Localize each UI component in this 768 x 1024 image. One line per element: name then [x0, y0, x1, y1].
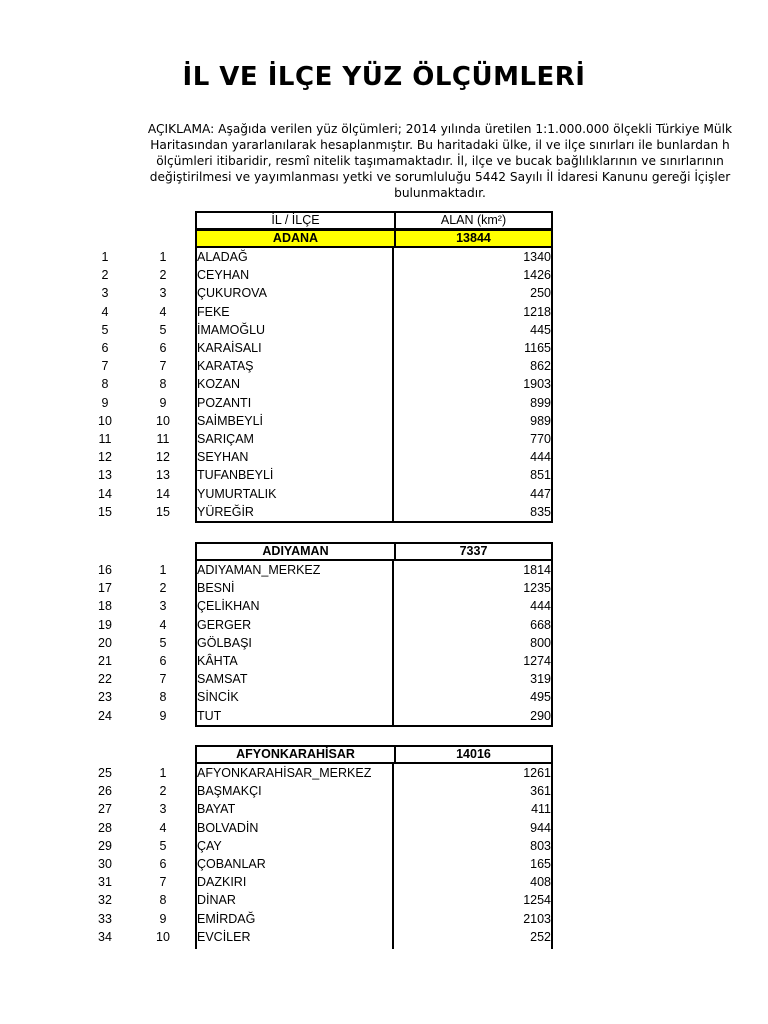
table-row	[0, 248, 768, 266]
row-sub-index: 10	[156, 929, 170, 944]
row-sub-index: 8	[159, 377, 167, 392]
row-sub-index: 3	[159, 802, 167, 817]
district-area: 252	[530, 929, 551, 944]
row-index: 10	[98, 413, 112, 428]
row-sub-index: 1	[159, 766, 167, 780]
row-sub-index: 1	[159, 563, 167, 577]
table-row	[0, 375, 768, 393]
row-index: 16	[98, 563, 112, 577]
district-area: 800	[530, 635, 551, 650]
row-index: 23	[98, 690, 112, 705]
row-index: 3	[101, 286, 109, 301]
table-row	[0, 819, 768, 837]
table-row	[0, 837, 768, 855]
row-index: 27	[98, 802, 112, 817]
table-row	[0, 430, 768, 448]
district-area: 851	[530, 468, 551, 483]
row-sub-index: 2	[159, 268, 167, 283]
district-area: 1426	[523, 268, 551, 283]
district-area: 989	[530, 413, 551, 428]
district-area: 2103	[523, 911, 551, 926]
province-area: 13844	[456, 231, 491, 245]
district-name: KARATAŞ	[197, 359, 254, 374]
row-sub-index: 6	[159, 857, 167, 871]
district-name: KARAİSALI	[197, 341, 262, 355]
district-name: KOZAN	[197, 377, 241, 392]
district-name: GÖLBAŞI	[197, 635, 252, 650]
district-name: BESNİ	[197, 581, 235, 596]
table-row	[0, 910, 768, 928]
row-sub-index: 9	[159, 911, 167, 926]
row-sub-index: 12	[156, 450, 170, 465]
district-area: 1903	[523, 377, 551, 392]
table-row	[0, 485, 768, 503]
district-area: 899	[530, 395, 551, 410]
district-area: 835	[530, 504, 551, 519]
district-name: TUT	[197, 708, 222, 723]
district-name: ÇUKUROVA	[197, 286, 267, 301]
district-area: 444	[530, 450, 551, 465]
district-name: TUFANBEYLİ	[197, 468, 274, 483]
district-area: 1235	[523, 581, 551, 596]
province-name: ADIYAMAN	[197, 544, 396, 559]
table-row	[0, 303, 768, 321]
district-area: 1218	[523, 304, 551, 319]
row-index: 15	[98, 504, 112, 519]
header-area: ALAN (km²)	[440, 213, 507, 227]
row-sub-index: 15	[156, 504, 170, 519]
district-area: 1274	[523, 654, 551, 668]
district-name: EMİRDAĞ	[197, 911, 256, 926]
district-area: 445	[530, 322, 551, 337]
description-line: değiştirilmesi ve yayımlanması yetki ve sorumluluğu 5442 Sayılı İl İdaresi Kanunu gereği İçişler	[149, 170, 731, 184]
province-area: 7337	[459, 544, 488, 558]
table-row	[0, 616, 768, 634]
row-index: 34	[98, 929, 112, 944]
description-line: bulunmaktadır.	[394, 186, 486, 200]
row-sub-index: 5	[159, 322, 167, 337]
district-area: 447	[530, 486, 551, 501]
row-index: 13	[98, 468, 112, 483]
district-area: 862	[530, 359, 551, 374]
district-area: 408	[530, 875, 551, 890]
district-area: 444	[530, 599, 551, 614]
row-sub-index: 4	[159, 820, 167, 835]
row-index: 30	[98, 857, 112, 871]
row-sub-index: 2	[159, 784, 167, 799]
row-sub-index: 7	[159, 359, 167, 374]
district-area: 361	[530, 784, 551, 799]
district-area: 495	[530, 690, 551, 705]
province-name: ADANA	[197, 231, 396, 246]
row-index: 26	[98, 784, 112, 799]
row-sub-index: 8	[159, 893, 167, 908]
table-row	[0, 394, 768, 412]
row-index: 31	[98, 875, 112, 890]
row-index: 6	[101, 341, 109, 355]
district-name: İMAMOĞLU	[197, 322, 266, 337]
table-row	[0, 800, 768, 818]
table-row	[0, 891, 768, 909]
district-name: SAİMBEYLİ	[197, 413, 263, 428]
table-row	[0, 579, 768, 597]
row-index: 33	[98, 911, 112, 926]
table-row	[0, 339, 768, 357]
district-name: SARIÇAM	[197, 432, 254, 446]
row-index: 29	[98, 838, 112, 853]
row-index: 1	[101, 250, 109, 264]
district-name: ÇELİKHAN	[197, 599, 260, 614]
row-index: 25	[98, 766, 112, 780]
district-area: 1261	[523, 766, 551, 780]
table-row	[0, 321, 768, 339]
table-row	[0, 652, 768, 670]
row-index: 7	[101, 359, 109, 374]
row-index: 11	[98, 432, 112, 446]
row-sub-index: 7	[159, 672, 167, 687]
district-name: CEYHAN	[197, 268, 250, 283]
district-name: GERGER	[197, 617, 252, 632]
district-area: 668	[530, 617, 551, 632]
row-sub-index: 9	[159, 708, 167, 723]
table-row	[0, 503, 768, 521]
table-row	[0, 707, 768, 725]
district-name: ADIYAMAN_MERKEZ	[197, 563, 321, 577]
row-sub-index: 6	[159, 654, 167, 668]
row-index: 9	[101, 395, 109, 410]
district-area: 250	[530, 286, 551, 301]
district-area: 319	[530, 672, 551, 687]
description	[70, 121, 768, 201]
district-name: ALADAĞ	[197, 250, 248, 264]
row-sub-index: 10	[156, 413, 170, 428]
row-sub-index: 5	[159, 635, 167, 650]
row-index: 17	[98, 581, 112, 596]
district-area: 290	[530, 708, 551, 723]
district-name: KÂHTA	[197, 654, 238, 668]
row-sub-index: 4	[159, 304, 167, 319]
row-index: 24	[98, 708, 112, 723]
province-header	[195, 745, 553, 764]
row-index: 18	[98, 599, 112, 614]
district-area: 803	[530, 838, 551, 853]
table-row	[0, 634, 768, 652]
district-name: SİNCİK	[197, 690, 239, 705]
province-area: 14016	[456, 747, 491, 761]
row-index: 28	[98, 820, 112, 835]
district-name: YÜREĞİR	[197, 504, 254, 519]
table-row	[0, 357, 768, 375]
district-name: SAMSAT	[197, 672, 248, 687]
district-area: 1254	[523, 893, 551, 908]
header-il-ilce: İL / İLÇE	[197, 213, 396, 228]
row-index: 5	[101, 322, 109, 337]
district-name: AFYONKARAHİSAR_MERKEZ	[197, 766, 372, 780]
row-sub-index: 9	[159, 395, 167, 410]
row-sub-index: 4	[159, 617, 167, 632]
district-name: SEYHAN	[197, 450, 249, 465]
province-name: AFYONKARAHİSAR	[197, 747, 396, 762]
province-header	[195, 229, 553, 248]
district-area: 1814	[523, 563, 551, 577]
table-row	[0, 688, 768, 706]
table-row	[0, 782, 768, 800]
row-sub-index: 3	[159, 599, 167, 614]
table-row	[0, 466, 768, 484]
row-index: 2	[101, 268, 109, 283]
district-area: 770	[530, 432, 551, 446]
district-area: 1165	[524, 341, 551, 355]
table-row	[0, 670, 768, 688]
table-row	[0, 855, 768, 873]
row-index: 19	[98, 617, 112, 632]
row-index: 14	[98, 486, 112, 501]
district-area: 411	[531, 802, 551, 817]
table-row	[0, 928, 768, 946]
table-row	[0, 412, 768, 430]
row-sub-index: 7	[159, 875, 167, 890]
district-area: 165	[530, 857, 551, 871]
table-row	[0, 266, 768, 284]
row-index: 12	[98, 450, 112, 465]
district-name: DAZKIRI	[197, 875, 247, 890]
row-index: 22	[98, 672, 112, 687]
row-sub-index: 11	[156, 432, 170, 446]
table-row	[0, 448, 768, 466]
row-sub-index: 3	[159, 286, 167, 301]
district-name: FEKE	[197, 304, 230, 319]
row-sub-index: 8	[159, 690, 167, 705]
table-row	[0, 764, 768, 782]
row-index: 8	[101, 377, 109, 392]
row-sub-index: 2	[159, 581, 167, 596]
district-name: ÇAY	[197, 838, 222, 853]
row-index: 32	[98, 893, 112, 908]
table-row	[0, 561, 768, 579]
district-name: ÇOBANLAR	[197, 857, 266, 871]
row-sub-index: 14	[156, 486, 170, 501]
row-index: 4	[101, 304, 109, 319]
district-name: BAYAT	[197, 802, 236, 817]
table-row	[0, 284, 768, 302]
table-row	[0, 597, 768, 615]
row-sub-index: 6	[159, 341, 167, 355]
row-sub-index: 13	[156, 468, 170, 483]
page-title: İL VE İLÇE YÜZ ÖLÇÜMLERİ	[182, 62, 586, 92]
table-row	[0, 873, 768, 891]
row-index: 21	[98, 654, 112, 668]
district-name: BAŞMAKÇI	[197, 784, 262, 799]
district-area: 1340	[523, 250, 551, 264]
district-area: 944	[530, 820, 551, 835]
description-line: Haritasından yararlanılarak hesaplanmıştır. Bu haritadaki ülke, il ve ilçe sınırları ile bunlardan h	[150, 138, 730, 152]
row-sub-index: 5	[159, 838, 167, 853]
description-line: AÇIKLAMA: Aşağıda verilen yüz ölçümleri; 2014 yılında üretilen 1:1.000.000 ölçekli Türkiye Mülk	[147, 122, 733, 136]
district-name: EVCİLER	[197, 929, 251, 944]
district-name: BOLVADİN	[197, 820, 259, 835]
row-index: 20	[98, 635, 112, 650]
province-header	[195, 542, 553, 561]
district-name: YUMURTALIK	[197, 486, 277, 501]
row-sub-index: 1	[159, 250, 167, 264]
district-name: POZANTI	[197, 395, 252, 410]
table-header	[195, 211, 553, 230]
district-name: DİNAR	[197, 893, 236, 908]
description-line: ölçümleri itibaridir, resmî nitelik taşımamaktadır. İl, ilçe ve bucak bağlılıklarının ve sınırlarının	[156, 154, 724, 168]
